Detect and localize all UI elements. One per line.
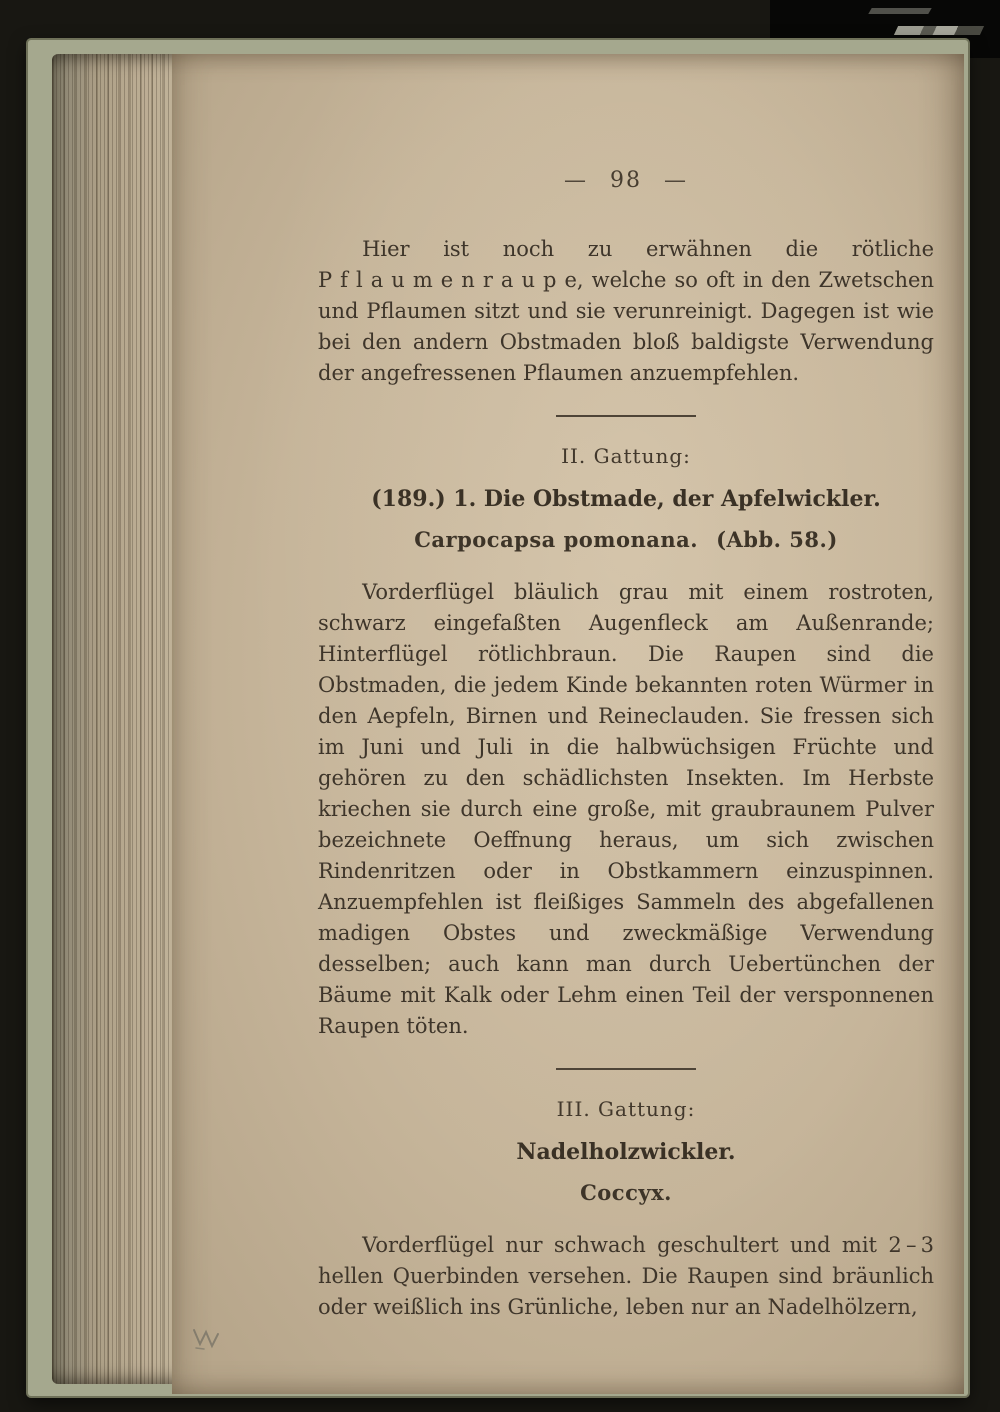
section-divider (556, 415, 696, 417)
section2-species-line (318, 527, 934, 553)
section2-title: (189.) 1. Die Obstmade, der Apfelwickler. (371, 486, 881, 512)
book-page (172, 54, 964, 1394)
page-number-dash-right: — (664, 168, 688, 193)
scan-artifact (894, 26, 984, 35)
scan-artifact (868, 8, 931, 14)
page-stack-edges (52, 54, 180, 1384)
page-number (318, 168, 934, 194)
section3-heading: III. Gattung: (556, 1097, 696, 1121)
intro-paragraph: Hier ist noch zu erwähnen die rötliche P f l a u m e n r a u p e, welche so oft in den Zwetschen und Pflaumen sitzt und sie verunreinigt. Dagegen ist wie bei den andern Obstmaden bloß baldigste Verwendung der angefressenen Pflaumen anzuempfehlen. (318, 237, 934, 385)
section-divider (556, 1068, 696, 1070)
section2-body-paragraph: Vorderflügel bläulich grau mit einem rostroten, schwarz eingefaßten Augenfleck am Außenrande; Hinterflügel rötlichbraun. Die Raupen sind die Obstmaden, die jedem Kinde bekannten roten Würmer in den Aepfeln, Birnen und Reineclauden. Sie fressen sich im Juni und Juli in die halbwüchsigen Früchte und gehören zu den schädlichsten Insekten. Im Herbste kriechen sie durch eine große, mit graubraunem Pulver bezeichnete Oeffnung heraus, um sich zwischen Rindenritzen oder in Obstkammern einzuspinnen. Anzuempfehlen ist fleißiges Sammeln des abgefallenen madigen Obstes und zweckmäßige Verwendung desselben; auch kann man durch Uebertünchen der Bäume mit Kalk oder Lehm einen Teil der versponnenen Raupen töten. (318, 580, 934, 1038)
section2-figure-ref: (Abb. 58.) (716, 527, 838, 552)
section3-species-name: Coccyx. (580, 1180, 672, 1205)
page-number-value: 98 (610, 168, 642, 193)
section3-body-paragraph: Vorderflügel nur schwach geschultert und mit 2 – 3 hellen Querbinden versehen. Die Raupen sind bräunlich oder weißlich ins Grünliche, leben nur an Nadelhölzern, (318, 1233, 934, 1319)
section3-title: Nadelholzwickler. (516, 1139, 736, 1165)
section2-species-name: Carpocapsa pomonana. (414, 527, 699, 552)
page-number-dash-left: — (564, 168, 588, 193)
section2-heading: II. Gattung: (561, 444, 691, 468)
pencil-mark (190, 1322, 238, 1352)
